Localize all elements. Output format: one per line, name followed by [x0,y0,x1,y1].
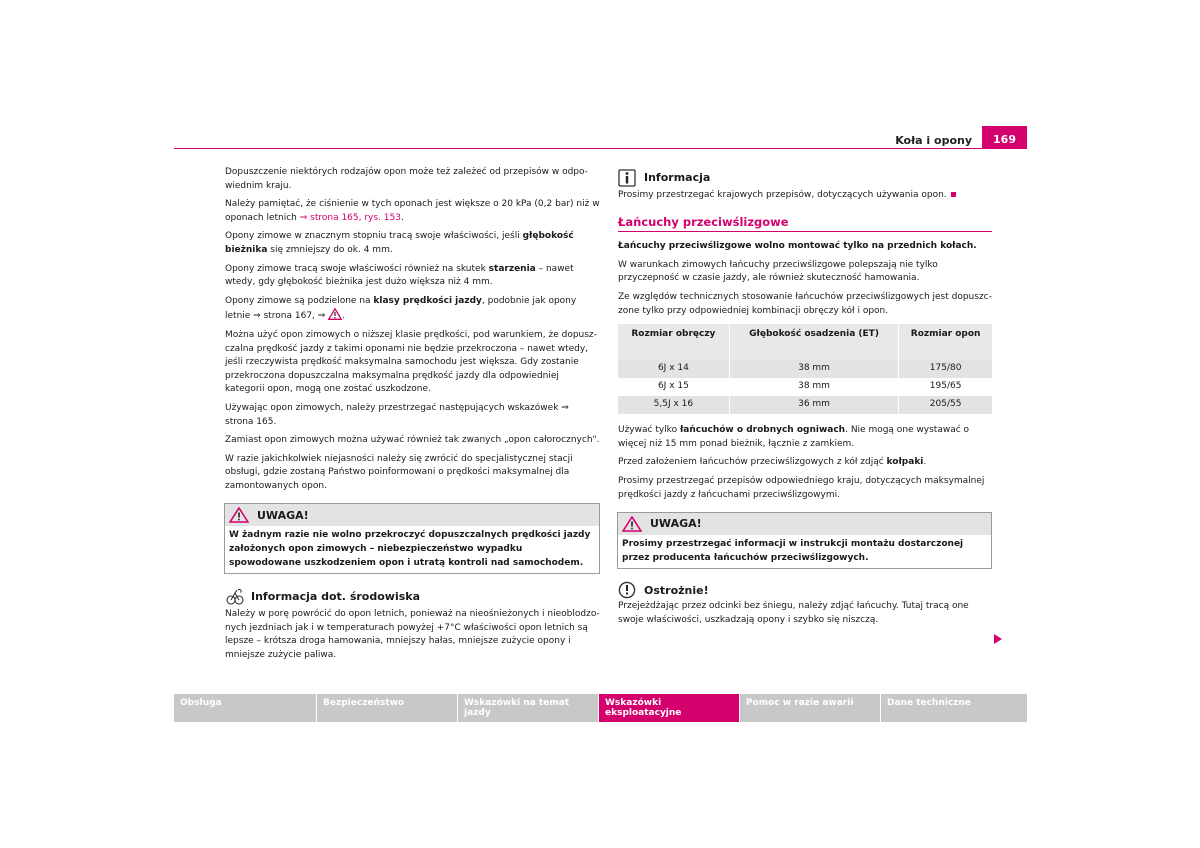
paragraph: Można użyć opon zimowych o niższej klasie prędkości, pod warunkiem, że dopuszczalna prędkość jazdy z takimi oponami nie będzie przekroczona – nawet wtedy, jeśli rzeczywista prędkość maksymalna samochodu jest większa. Gdy zostanie przekroczona dopuszczalna maksymalna prędkość jazdy dla odpowiedniej kategorii opon, mogą one zostać uszkodzone. [225,329,597,395]
table-row [618,360,992,378]
environment-heading [225,588,600,606]
warning-title: UWAGA! [257,508,309,522]
page-number: 169 [982,126,1027,149]
paragraph: Opony zimowe tracą swoje właściwości również na skutek starzenia – nawet wtedy, gdy głębokość bieżnika jest dużo większa niż 4 mm. [225,263,574,288]
nav-tab-wskazowki-jazdy[interactable]: Wskazówki na temat jazdy [458,694,598,722]
table-cell: 6J x 15 [657,381,689,392]
paragraph: Dopuszczenie niektórych rodzajów opon może też zależeć od przepisów w odpowiednim kraju. [225,167,588,191]
nav-tab-obsluga[interactable]: Obsługa [174,694,316,722]
paragraph: Prosimy przestrzegać przepisów odpowiedniego kraju, dotyczących maksymalnej prędkości jazdy z łańcuchami przeciwślizgowymi. [618,475,985,500]
warning-title: UWAGA! [650,517,702,531]
page-header-title: Koła i opony [895,134,972,147]
table-header-cell: Głębokość osadzenia (ET) [729,324,898,360]
table-cell: 5,5J x 16 [618,396,729,414]
paragraph: Przed założeniem łańcuchów przeciwślizgowych z kół zdjąć kołpaki. [618,457,927,468]
warning-text: Prosimy przestrzegać informacji w instrukcji montażu dostarczonej przez producenta łańcuchów przeciwślizgowych. [622,539,964,563]
paragraph: W warunkach zimowych łańcuchy przeciwślizgowe polepszają nie tylko przyczepność w czasie jazdy, ale również skuteczność hamowania. [618,259,938,284]
warning-header [225,504,599,526]
warning-box [617,512,992,569]
left-column [225,166,600,668]
paragraph: Opony zimowe w znacznym stopniu tracą swoje właściwości, jeśli głębokość bieżnika się zmniejszy do ok. 4 mm. [225,231,574,255]
paragraph: Zamiast opon zimowych można używać również tak zwanych „opon całorocznych". [225,435,600,446]
paragraph: Używając opon zimowych, należy przestrzegać następujących wskazówek ⇒ strona 165. [225,402,569,427]
nav-tab-bezpieczenstwo[interactable]: Bezpieczeństwo [317,694,457,722]
paragraph: Opony zimowe są podzielone na klasy prędkości jazdy, podobnie jak opony letnie ⇒ strona 167, ⇒ . [225,295,577,322]
chapter-navigation [174,694,1027,722]
table-cell: 6J x 14 [618,360,729,378]
warning-triangle-icon [328,308,342,320]
nav-tab-dane-techniczne[interactable]: Dane techniczne [881,694,1027,722]
caution-icon [618,581,636,599]
warning-header [618,513,991,535]
warning-box [224,503,600,574]
header-rule [174,148,1027,149]
table-header-cell: Rozmiar opon [899,324,992,360]
chain-compatibility-table [618,324,992,414]
bold-intro: Łańcuchy przeciwślizgowe wolno montować tylko na przednich kołach. [618,241,977,252]
paragraph: Należy pamiętać, że ciśnienie w tych oponach jest większe o 20 kPa (0,2 bar) niż w oponach letnich ⇒ strona 165, rys. 153. [225,199,600,223]
end-marker-icon [951,192,956,197]
warning-triangle-icon [229,507,249,523]
warning-text: W żadnym razie nie wolno przekroczyć dopuszczalnych prędkości jazdy założonych opon zimowych – niebezpieczeństwo wypadku spowodowane uszkodzeniem opon i utratą kontroli nad samochodem. [229,530,591,568]
info-heading [618,169,992,187]
nav-tab-wskazowki-eksploatacyjne[interactable]: Wskazówki eksploatacyjne [599,694,739,722]
section-title: Łańcuchy przeciwślizgowe [618,216,992,233]
table-cell: 36 mm [729,396,898,414]
table-cell: 175/80 [899,360,992,378]
caution-heading [618,581,992,599]
table-cell: 38 mm [729,378,898,396]
info-title: Informacja [644,171,711,185]
info-icon [618,169,636,187]
info-text: Prosimy przestrzegać krajowych przepisów, dotyczących używania opon. [618,189,992,203]
warning-triangle-icon [622,516,642,532]
page-reference-link[interactable]: ⇒ strona 165, rys. 153 [299,212,401,223]
table-cell: 195/65 [899,378,992,396]
environment-text: Należy w porę powrócić do opon letnich, ponieważ na nieośnieżonych i nieoblodzonych jezdniach jak i w temperaturach powyżej +7°C właściwości opon letnich są lepsze – krótsza droga hamowania, mniejszy hałas, mniejsze zużycie opony i mniejsze zużycie paliwa. [225,609,600,661]
paragraph: Używać tylko łańcuchów o drobnych ogniwach. Nie mogą one wystawać o więcej niż 15 mm ponad bieżnik, łącznie z zamkiem. [618,425,970,449]
table-row [618,396,992,414]
nav-tab-pomoc[interactable]: Pomoc w razie awarii [740,694,880,722]
environment-title: Informacja dot. środowiska [251,590,420,604]
table-cell: 38 mm [729,360,898,378]
paragraph: W razie jakichkolwiek niejasności należy się zwrócić do specjalistycznej stacji obsługi, gdzie zostaną Państwo poinformowani o prędkości maksymalnej dla zamontowanych opon. [225,453,573,491]
continue-arrow-icon [994,634,1002,644]
right-column [618,172,992,633]
table-cell: 205/55 [899,396,992,414]
environment-icon [225,588,245,606]
table-row [618,378,992,396]
table-header-cell: Rozmiar obręczy [618,324,729,360]
paragraph: Ze względów technicznych stosowanie łańcuchów przeciwślizgowych jest dopuszczone tylko przy odpowiedniej kombinacji obręczy kół i opon. [618,291,992,316]
caution-text: Przejeżdżając przez odcinki bez śniegu, należy zdjąć łańcuchy. Tutaj tracą one swoje właściwości, uszkadzają opony i szybko się niszczą. [618,601,969,625]
caution-title: Ostrożnie! [644,583,709,597]
table-header-row [618,324,992,360]
